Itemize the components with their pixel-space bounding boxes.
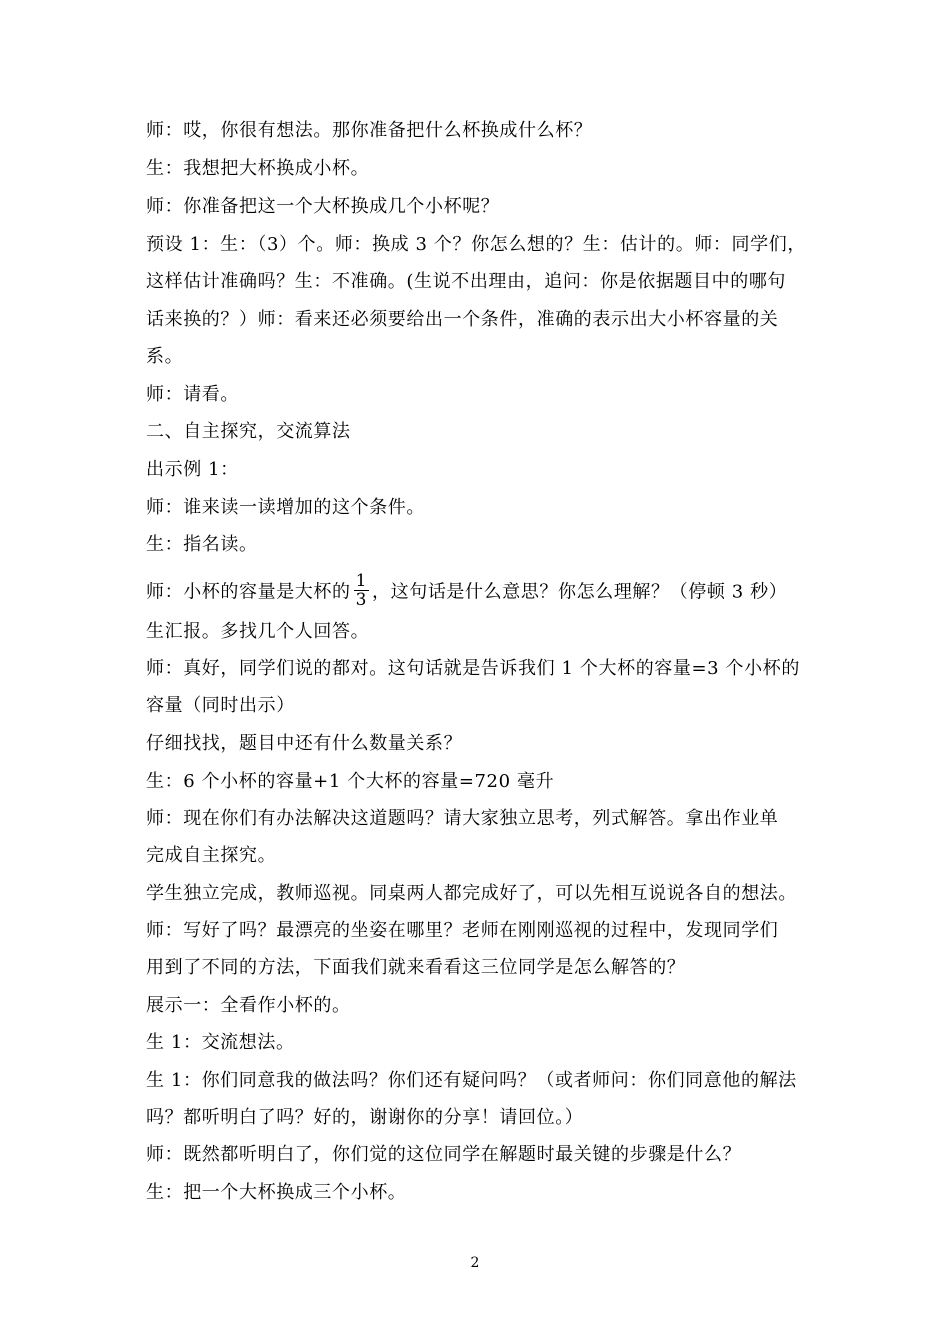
paragraph-line: 师：既然都听明白了，你们觉的这位同学在解题时最关键的步骤是什么？	[146, 1144, 742, 1165]
paragraph-line: 吗？都听明白了吗？好的，谢谢你的分享！请回位。）	[146, 1107, 584, 1128]
paragraph-line: 师：真好，同学们说的都对。这句话就是告诉我们 1 个大杯的容量=3 个小杯的	[146, 658, 800, 679]
paragraph-line: 生：指名读。	[146, 534, 258, 555]
paragraph-line: 展示一：全看作小杯的。	[146, 995, 351, 1016]
paragraph-line: 师：请看。	[146, 384, 239, 405]
paragraph-line: 师：谁来读一读增加的这个条件。	[146, 497, 425, 518]
paragraph-line: 用到了不同的方法，下面我们就来看看这三位同学是怎么解答的？	[146, 957, 686, 978]
paragraph-line: 这样估计准确吗？生：不准确。(生说不出理由，追问：你是依据题目中的哪句	[146, 271, 787, 292]
paragraph-line: 容量（同时出示）	[146, 695, 295, 716]
fraction-one-third	[354, 572, 369, 609]
fraction-line-before: 师：小杯的容量是大杯的	[146, 581, 351, 603]
paragraph-line: 师：哎，你很有想法。那你准备把什么杯换成什么杯？	[146, 120, 593, 141]
paragraph-line: 师：写好了吗？最漂亮的坐姿在哪里？老师在刚刚巡视的过程中，发现同学们	[146, 920, 779, 941]
paragraph-line: 话来换的？）师：看来还必须要给出一个条件，准确的表示出大小杯容量的关	[146, 309, 779, 330]
fraction-paragraph-line	[146, 571, 826, 611]
paragraph-line: 生 1：你们同意我的做法吗？你们还有疑问吗？（或者师问：你们同意他的解法	[146, 1070, 797, 1091]
paragraph-line: 生 1：交流想法。	[146, 1032, 295, 1053]
paragraph-line: 系。	[146, 346, 184, 367]
paragraph-line: 仔细找找，题目中还有什么数量关系？	[146, 733, 463, 754]
paragraph-line: 生汇报。多找几个人回答。	[146, 621, 370, 642]
paragraph-line: 生：我想把大杯换成小杯。	[146, 158, 370, 179]
paragraph-line: 生：把一个大杯换成三个小杯。	[146, 1182, 407, 1203]
fraction-denominator: 3	[355, 590, 368, 610]
paragraph-line: 师：你准备把这一个大杯换成几个小杯呢？	[146, 196, 500, 217]
section-heading: 二、自主探究，交流算法	[146, 421, 351, 442]
paragraph-line: 师：现在你们有办法解决这道题吗？请大家独立思考，列式解答。拿出作业单	[146, 808, 779, 829]
paragraph-line: 出示例 1：	[146, 459, 239, 480]
paragraph-line: 完成自主探究。	[146, 845, 277, 866]
fraction-numerator: 1	[355, 571, 368, 591]
paragraph-line: 预设 1：生：（3）个。师：换成 3 个？你怎么想的？生：估计的。师：同学们，	[146, 234, 806, 255]
paragraph-line: 生：6 个小杯的容量+1 个大杯的容量=720 毫升	[146, 771, 555, 792]
fraction-line-after: ，这句话是什么意思？你怎么理解？（停顿 3 秒）	[372, 581, 788, 603]
paragraph-line: 学生独立完成，教师巡视。同桌两人都完成好了，可以先相互说说各自的想法。	[146, 883, 797, 904]
page-number: 2	[470, 1255, 480, 1271]
